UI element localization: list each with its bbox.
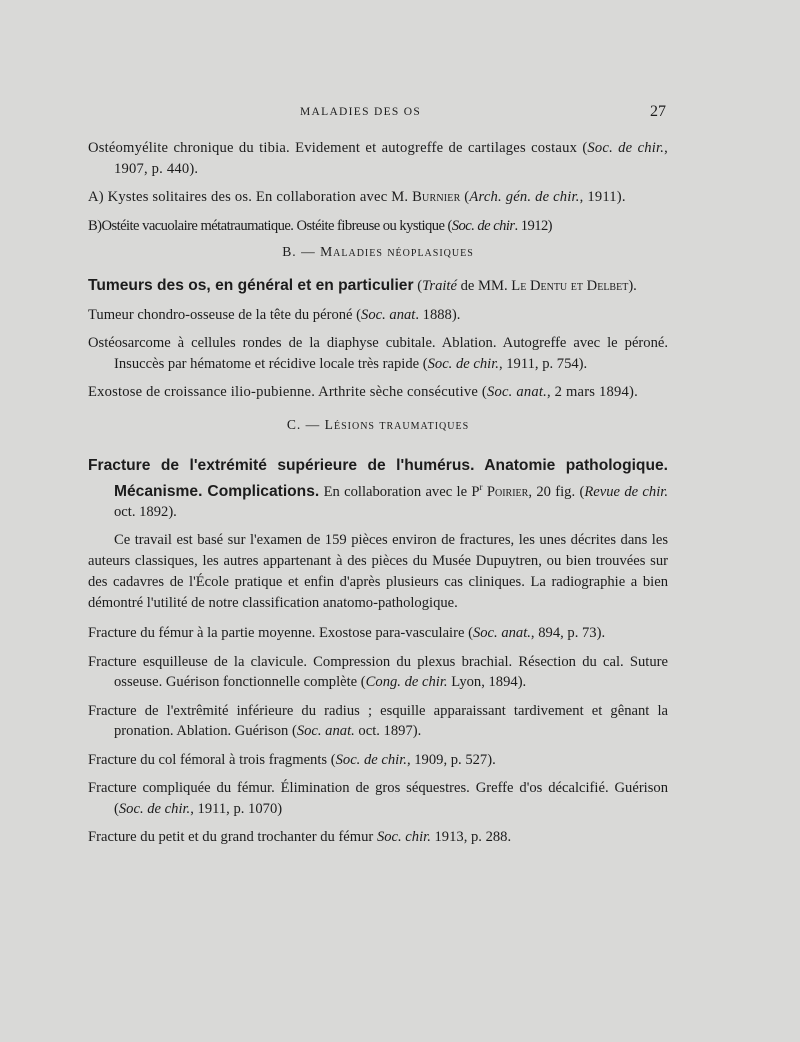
entry-kystes: A) Kystes solitaires des os. En collaboration avec M. Burnier (Arch. gén. de chir., 1911). bbox=[88, 189, 626, 205]
entry-fracture-col-femoral: Fracture du col fémoral à trois fragments (Soc. de chir., 1909, p. 527). bbox=[88, 751, 496, 768]
entry-osteomyelite: Ostéomyélite chronique du tibia. Evidement et autogreffe de cartilages costaux (Soc. de chir., 1907, p. 440). bbox=[88, 140, 668, 177]
running-header bbox=[0, 103, 800, 126]
entry-fracture-clavicule: Fracture esquilleuse de la clavicule. Compression du plexus brachial. Résection du cal. Suture osseuse. Guérison fonctionnelle complète (Cong. de chir. Lyon, 1894). bbox=[88, 653, 668, 691]
entry-fracture-femur: Fracture du fémur à la partie moyenne. Exostose para-vasculaire (Soc. anat., 894, p. 73). bbox=[88, 625, 606, 642]
section-heading-b: B. — Maladies néoplasiques bbox=[282, 244, 474, 259]
entry-tumeur-chondro: Tumeur chondro-osseuse de la tête du péroné (Soc. anat. 1888). bbox=[88, 306, 461, 323]
description-paragraph: Ce travail est basé sur l'examen de 159 pièces environ de fractures, les unes décrites dans les auteurs classiques, les autres appartenant à des pièces du Musée Dupuytren, ou bien trouvées sur des cadavres de l'École pratique et enfin d'après plusieurs cas cliniques. La radiographie a bien démontré l'utilité de notre classification anatomo-pathologique. bbox=[88, 532, 668, 612]
entry-exostose: Exostose de croissance ilio-pubienne. Arthrite sèche consécutive (Soc. anat., 2 mars 1894). bbox=[88, 384, 638, 400]
entry-fracture-compliquee: Fracture compliquée du fémur. Élimination de gros séquestres. Greffe d'os décalcifié. Guérison (Soc. de chir., 1911, p. 1070) bbox=[88, 780, 668, 817]
entry-osteosarcome: Ostéosarcome à cellules rondes de la diaphyse cubitale. Ablation. Autogreffe avec le péroné. Insuccès par hématome et récidive locale très rapide (Soc. de chir., 1911, p. 754). bbox=[88, 335, 668, 372]
running-title: MALADIES DES OS bbox=[300, 106, 422, 118]
entry-tumeurs: Tumeurs des os, en général et en particulier (Traité de MM. Le Dentu et Delbet). bbox=[88, 277, 637, 294]
entry-fracture-trochanter: Fracture du petit et du grand trochanter du fémur Soc. chir. 1913, p. 288. bbox=[88, 829, 512, 846]
page-body bbox=[88, 138, 668, 856]
entry-fracture-radius: Fracture de l'extrêmité inférieure du radius ; esquille apparaissant tardivement et gênant la pronation. Ablation. Guérison (Soc. anat. oct. 1897). bbox=[88, 702, 668, 740]
page-number: 27 bbox=[650, 103, 666, 120]
entry-osteite: B)Ostéite vacuolaire métatraumatique. Ostéite fibreuse ou kystique (Soc. de chir. 1912) bbox=[88, 217, 552, 234]
entry-fracture-humerus: Fracture de l'extrémité supérieure de l'humérus. Anatomie pathologique. Mécanisme. Complications. En collaboration avec le $P^r$ Poirier, 20 fig. (Revue de chir. oct. 1892). bbox=[88, 456, 668, 521]
section-heading-c: C. — Lésions traumatiques bbox=[286, 416, 470, 432]
